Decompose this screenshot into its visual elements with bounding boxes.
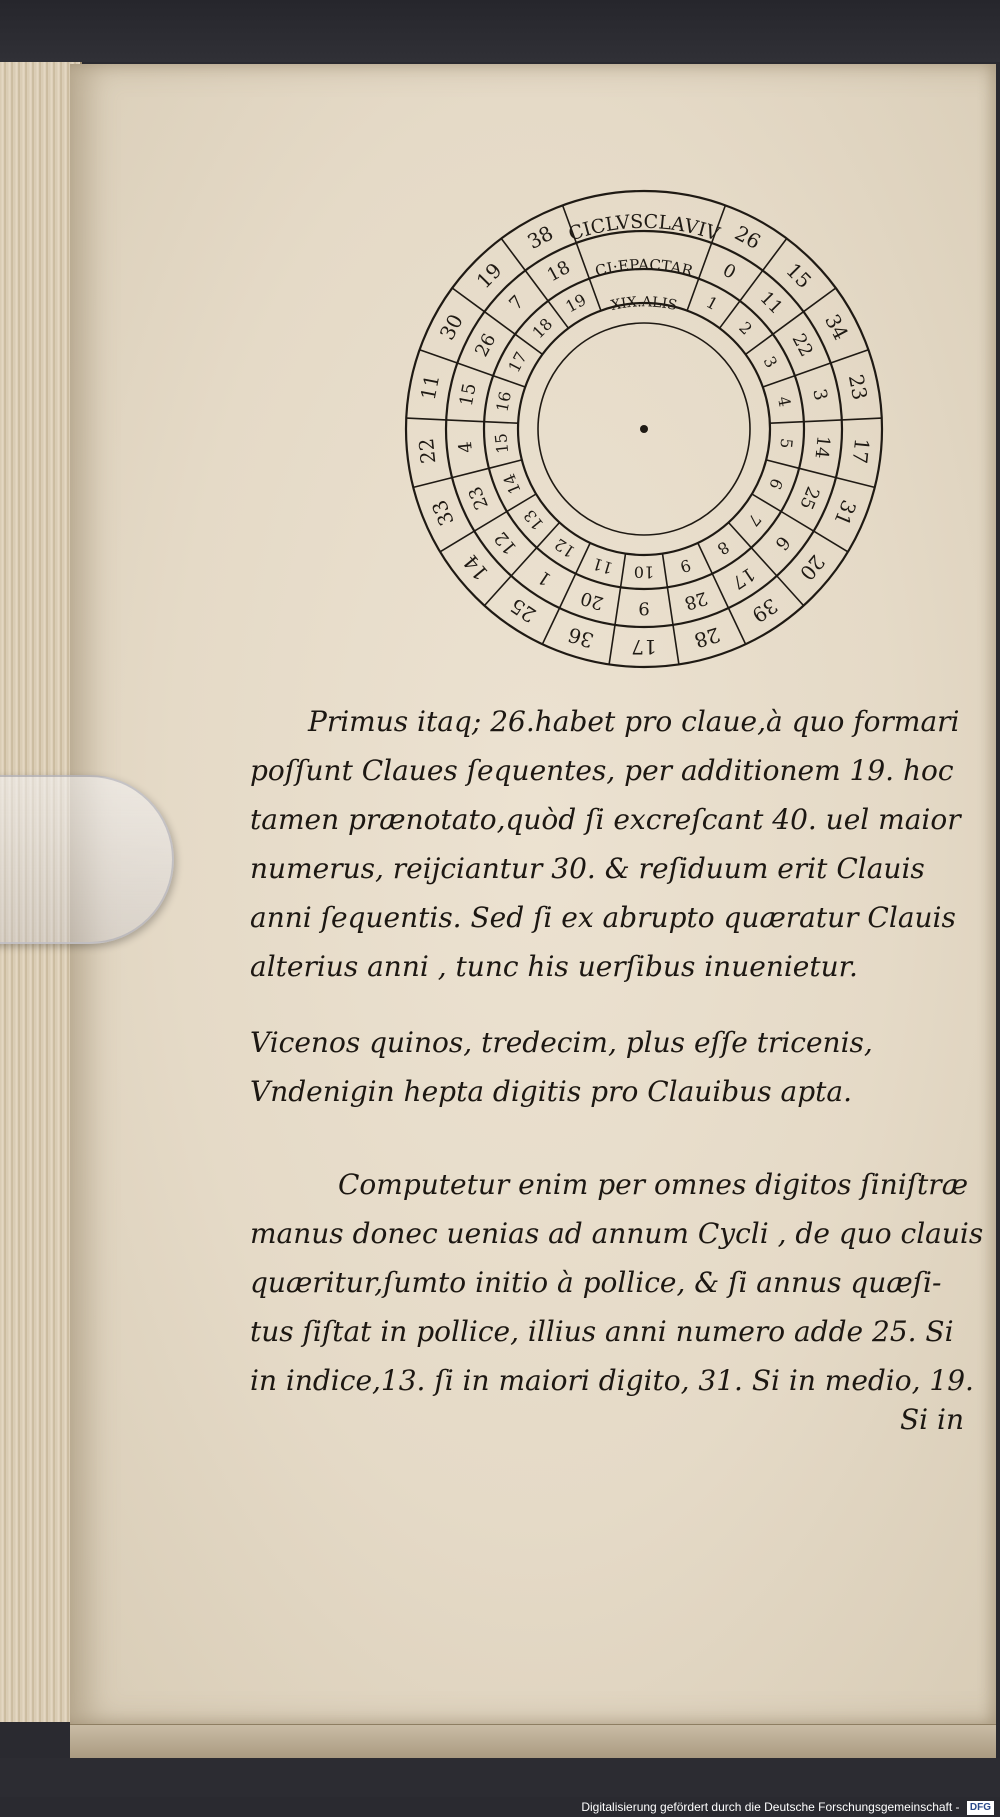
ring-divider <box>484 422 518 424</box>
middle-ring-number: 9 <box>638 597 650 619</box>
ring-divider <box>542 608 559 644</box>
ring-divider <box>842 418 882 420</box>
middle-ring-number: 18 <box>543 256 574 287</box>
ring-divider <box>673 625 679 665</box>
text-line: Computetur enim per omnes digitos ſiniſtræ <box>338 1168 969 1201</box>
outer-ring-number: 36 <box>565 622 597 653</box>
ring-divider <box>474 512 507 532</box>
inner-ring-number: 17 <box>504 348 531 376</box>
middle-ring-number: 25 <box>795 483 824 513</box>
ring-divider <box>836 478 875 488</box>
ring-divider <box>621 554 626 588</box>
ring-divider <box>663 554 668 588</box>
inner-ring-number: 13 <box>519 506 548 534</box>
ring-divider <box>406 418 446 420</box>
outer-ring-number: 14 <box>458 550 494 586</box>
ring-divider <box>589 279 601 311</box>
ring-divider <box>560 574 576 608</box>
outer-ring-number: 11 <box>415 372 445 402</box>
outer-ring-title: CICLVSCLAVIV <box>565 210 723 246</box>
ring-divider <box>752 494 781 512</box>
outer-ring-number: 38 <box>523 220 558 254</box>
middle-ring-title: CI:EPACTAR <box>593 255 695 281</box>
middle-ring-number: 6 <box>770 531 794 554</box>
ring-divider <box>766 460 799 468</box>
credit-text: Digitalisierung gefördert durch die Deutsche Forschungsgemeinschaft - <box>581 1800 960 1814</box>
inner-ring-number: 18 <box>528 314 557 343</box>
inner-ring-number: 3 <box>759 353 782 372</box>
middle-ring-number: 28 <box>681 586 710 614</box>
outer-ring-number: 17 <box>631 635 657 659</box>
ring-divider <box>804 288 836 312</box>
outer-ring-number: 15 <box>781 258 817 294</box>
ring-divider <box>576 243 589 279</box>
page-holder-clip <box>0 775 174 944</box>
ring-divider <box>729 523 752 548</box>
inner-ring-number: 15 <box>491 432 513 455</box>
ring-divider <box>746 334 773 354</box>
ring-divider <box>501 239 525 271</box>
inner-ring-number: 10 <box>633 562 655 582</box>
middle-ring-number: 15 <box>455 381 481 408</box>
ring-divider <box>493 376 525 387</box>
volvelle-diagram <box>400 185 888 673</box>
catchword: Si in <box>900 1403 965 1436</box>
text-line: tamen prænotato,quòd ſi excreſcant 40. uel maior <box>250 803 961 836</box>
ring-divider <box>831 350 869 363</box>
ring-divider <box>511 548 537 576</box>
inner-ring-number: 7 <box>743 509 765 530</box>
outer-ring-number: 31 <box>829 496 862 530</box>
paragraph-primus <box>250 697 961 991</box>
ring-divider <box>781 512 814 532</box>
ring-divider <box>525 271 548 302</box>
ring-divider <box>712 574 728 608</box>
middle-ring-number: 26 <box>471 330 501 361</box>
middle-ring-number: 14 <box>810 434 834 460</box>
middle-ring-number: 3 <box>808 387 832 403</box>
ring-divider <box>729 608 746 644</box>
ring-divider <box>763 239 787 271</box>
inner-ring-number: 5 <box>776 437 797 450</box>
ring-divider <box>420 350 458 363</box>
text-line: numerus, reijciantur 30. & reſiduum erit Clauis <box>250 852 925 885</box>
outer-ring-number: 28 <box>691 622 723 653</box>
ring-divider <box>699 243 712 279</box>
inner-ring-title: XIX.ALIS <box>609 294 679 315</box>
middle-ring-number: 7 <box>505 291 529 315</box>
text-line: tus ſiſtat in pollice, illius anni numero adde 25. Si <box>250 1315 954 1348</box>
ring-divider <box>720 301 740 328</box>
ring-divider <box>773 312 804 335</box>
ring-divider <box>770 422 804 424</box>
outer-ring-number: 34 <box>820 310 854 344</box>
ring-divider <box>440 531 474 552</box>
inner-ring-number: 14 <box>499 470 525 498</box>
verse-line: Vicenos quinos, tredecim, plus eſſe tricenis, <box>250 1026 873 1059</box>
ring-divider <box>615 587 621 625</box>
ring-divider <box>484 576 511 606</box>
outer-ring-number: 39 <box>747 593 783 628</box>
ring-divider <box>452 468 489 477</box>
scanner-top-background <box>0 0 1000 62</box>
outer-ring-number: 19 <box>471 258 507 294</box>
ring-divider <box>799 468 836 477</box>
inner-ring-number: 1 <box>703 292 722 314</box>
ring-divider <box>609 625 615 665</box>
ring-divider <box>698 543 713 574</box>
inner-ring-number: 2 <box>735 317 756 339</box>
page-bottom-edge <box>70 1724 996 1759</box>
text-line: in indice,13. ſi in maiori digito, 31. Si in medio, 19. <box>250 1364 974 1397</box>
middle-ring-number: 22 <box>787 330 817 361</box>
scanner-bottom-background <box>0 1758 1000 1797</box>
middle-ring-number: 11 <box>755 287 787 319</box>
inner-ring-number: 16 <box>492 389 515 414</box>
ring-divider <box>667 587 673 625</box>
middle-ring-number: 4 <box>454 440 477 454</box>
outer-ring-number: 20 <box>794 550 830 586</box>
ring-divider <box>814 531 848 552</box>
ring-divider <box>687 279 699 311</box>
middle-ring-number: 12 <box>490 527 522 559</box>
inner-ring-number: 6 <box>765 475 787 493</box>
text-line: alterius anni , tunc his uerſibus inuenietur. <box>250 950 858 983</box>
verse-line: Vndenigin hepta digitis pro Clauibus apta. <box>250 1075 852 1108</box>
inner-ring-number: 11 <box>590 553 616 578</box>
ring-divider <box>485 312 516 335</box>
ring-divider <box>804 420 842 422</box>
outer-ring-number: 30 <box>434 310 468 344</box>
ring-divider <box>446 420 484 422</box>
ring-divider <box>452 288 484 312</box>
outer-ring-number: 23 <box>843 372 873 402</box>
text-line: poſſunt Claues ſequentes, per additionem 19. hoc <box>250 754 954 787</box>
outer-ring-number: 17 <box>847 437 875 465</box>
center-pin-hole <box>640 425 648 433</box>
middle-ring-number: 23 <box>464 483 493 513</box>
middle-ring-number: 0 <box>719 259 740 284</box>
inner-ring-number: 4 <box>773 394 795 409</box>
ring-divider <box>489 460 522 468</box>
outer-ring-number: 33 <box>426 496 459 530</box>
middle-ring-number: 17 <box>727 562 759 593</box>
ring-divider <box>457 363 493 376</box>
ring-divider <box>413 478 452 488</box>
mnemonic-verse <box>250 1018 955 1116</box>
outer-ring-number: 26 <box>730 220 765 254</box>
text-line: Primus itaq; 26.habet pro claue,à quo formari <box>308 705 960 738</box>
outer-ring-number: 25 <box>505 593 541 628</box>
middle-ring-number: 20 <box>578 586 607 614</box>
inner-ring-number: 9 <box>677 555 694 577</box>
dfg-logo: DFG <box>967 1801 994 1815</box>
digitization-credit <box>0 1797 994 1817</box>
inner-ring-number: 12 <box>550 534 579 562</box>
text-line: quæritur,ſumto initio à pollice, & ſi annus quæſi- <box>250 1266 942 1299</box>
text-line: anni ſequentis. Sed ſi ex abrupto quæratur Clauis <box>250 901 956 934</box>
paragraph-computetur <box>250 1160 984 1405</box>
ring-divider <box>740 271 763 302</box>
ring-divider <box>777 576 804 606</box>
ring-divider <box>795 363 831 376</box>
middle-ring-number: 1 <box>534 565 556 590</box>
outer-ring-number: 22 <box>413 437 441 465</box>
text-line: manus donec uenias ad annum Cycli , de quo clauis <box>250 1217 984 1250</box>
inner-ring-number: 8 <box>713 537 733 559</box>
ring-divider <box>751 548 777 576</box>
ring-divider <box>763 376 795 387</box>
inner-ring-number: 19 <box>562 290 590 317</box>
